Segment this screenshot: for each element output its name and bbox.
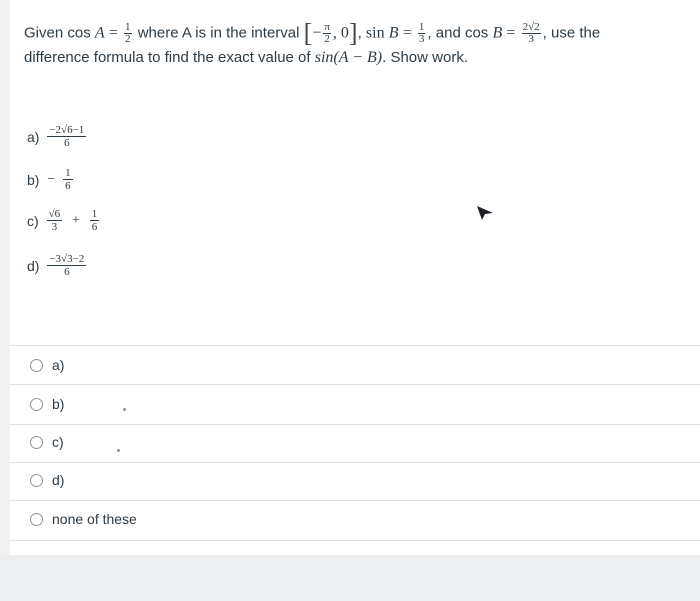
sin-label: sin [365, 24, 385, 42]
divider [10, 540, 700, 541]
divider [10, 345, 700, 346]
choice-b: b) − $\frac{1}{6}$ [27, 167, 71, 192]
mouse-cursor-icon [476, 205, 494, 221]
option-c[interactable] [30, 432, 64, 452]
page-bottom [0, 555, 700, 601]
divider [10, 500, 700, 501]
text-use-the: , use the [542, 24, 601, 42]
radio-button[interactable] [30, 513, 43, 526]
choice-d-fraction: $\frac{-3√3-2}{6}$ [49, 253, 85, 278]
choice-a: a) $\frac{-2√6-1}{6}$ [27, 124, 85, 149]
option-label: b) [52, 396, 65, 412]
choice-c: c) $\frac{√6}{3}$ + $\frac{1}{6}$ [27, 208, 98, 233]
divider [10, 424, 700, 425]
radio-button[interactable] [30, 398, 43, 411]
question-line-2 [24, 47, 700, 69]
divider [10, 384, 700, 385]
fraction-one-half: $\frac{1}{2}$ [125, 21, 131, 45]
screen-speck [123, 408, 126, 411]
choice-d: d) $\frac{-3√3-2}{6}$ [27, 253, 85, 278]
fraction-one-third: $\frac{1}{3}$ [418, 21, 425, 45]
radio-button[interactable] [30, 436, 43, 449]
radio-button[interactable] [30, 474, 43, 487]
option-d[interactable] [30, 470, 64, 490]
question-text [24, 18, 700, 69]
option-b[interactable] [30, 394, 64, 414]
minus-sign: − [312, 24, 322, 42]
option-label: d) [52, 472, 65, 488]
zero: 0 [340, 24, 349, 42]
text-show-work: . Show work. [382, 49, 468, 66]
equals-sign: = [108, 24, 118, 42]
text-given: Given cos [24, 24, 91, 42]
option-a[interactable] [30, 355, 64, 375]
divider [10, 462, 700, 463]
var-b: B [388, 24, 399, 42]
sin-expression: sin(A − B) [314, 49, 383, 66]
fraction-cos-b: $\frac{2√2}{3}$ [522, 21, 540, 45]
question-card [10, 0, 700, 555]
choice-a-fraction: $\frac{-2√6-1}{6}$ [49, 124, 85, 149]
var-a: A [94, 24, 105, 42]
fraction-pi-over-2: $\frac{\pi}{2}$ [324, 21, 330, 45]
right-bracket: ] [348, 18, 358, 48]
option-label: c) [52, 434, 64, 450]
text-and-cos: , and cos [427, 24, 489, 42]
choice-b-fraction: $\frac{1}{6}$ [65, 167, 71, 192]
text-difference-formula: difference formula to find the exact value of [24, 49, 311, 66]
choice-c-fraction-2: $\frac{1}{6}$ [91, 208, 98, 233]
option-none[interactable] [30, 509, 137, 529]
choice-c-fraction-1: $\frac{√6}{3}$ [48, 208, 61, 233]
radio-button[interactable] [30, 359, 43, 372]
text-interval: where A is in the interval [137, 24, 300, 42]
option-label: a) [52, 357, 65, 373]
option-label: none of these [52, 511, 137, 527]
screen-speck [117, 449, 120, 452]
question-line-1: Given cos A = $\frac{1}{2}$ where A is in the interval [− $\frac{\pi}{2}$ , 0], sin B = $\frac{1}{3}$ , and cos B = $\frac{2√2}{3}$ , use the [24, 18, 601, 48]
left-bracket: [ [303, 18, 313, 48]
